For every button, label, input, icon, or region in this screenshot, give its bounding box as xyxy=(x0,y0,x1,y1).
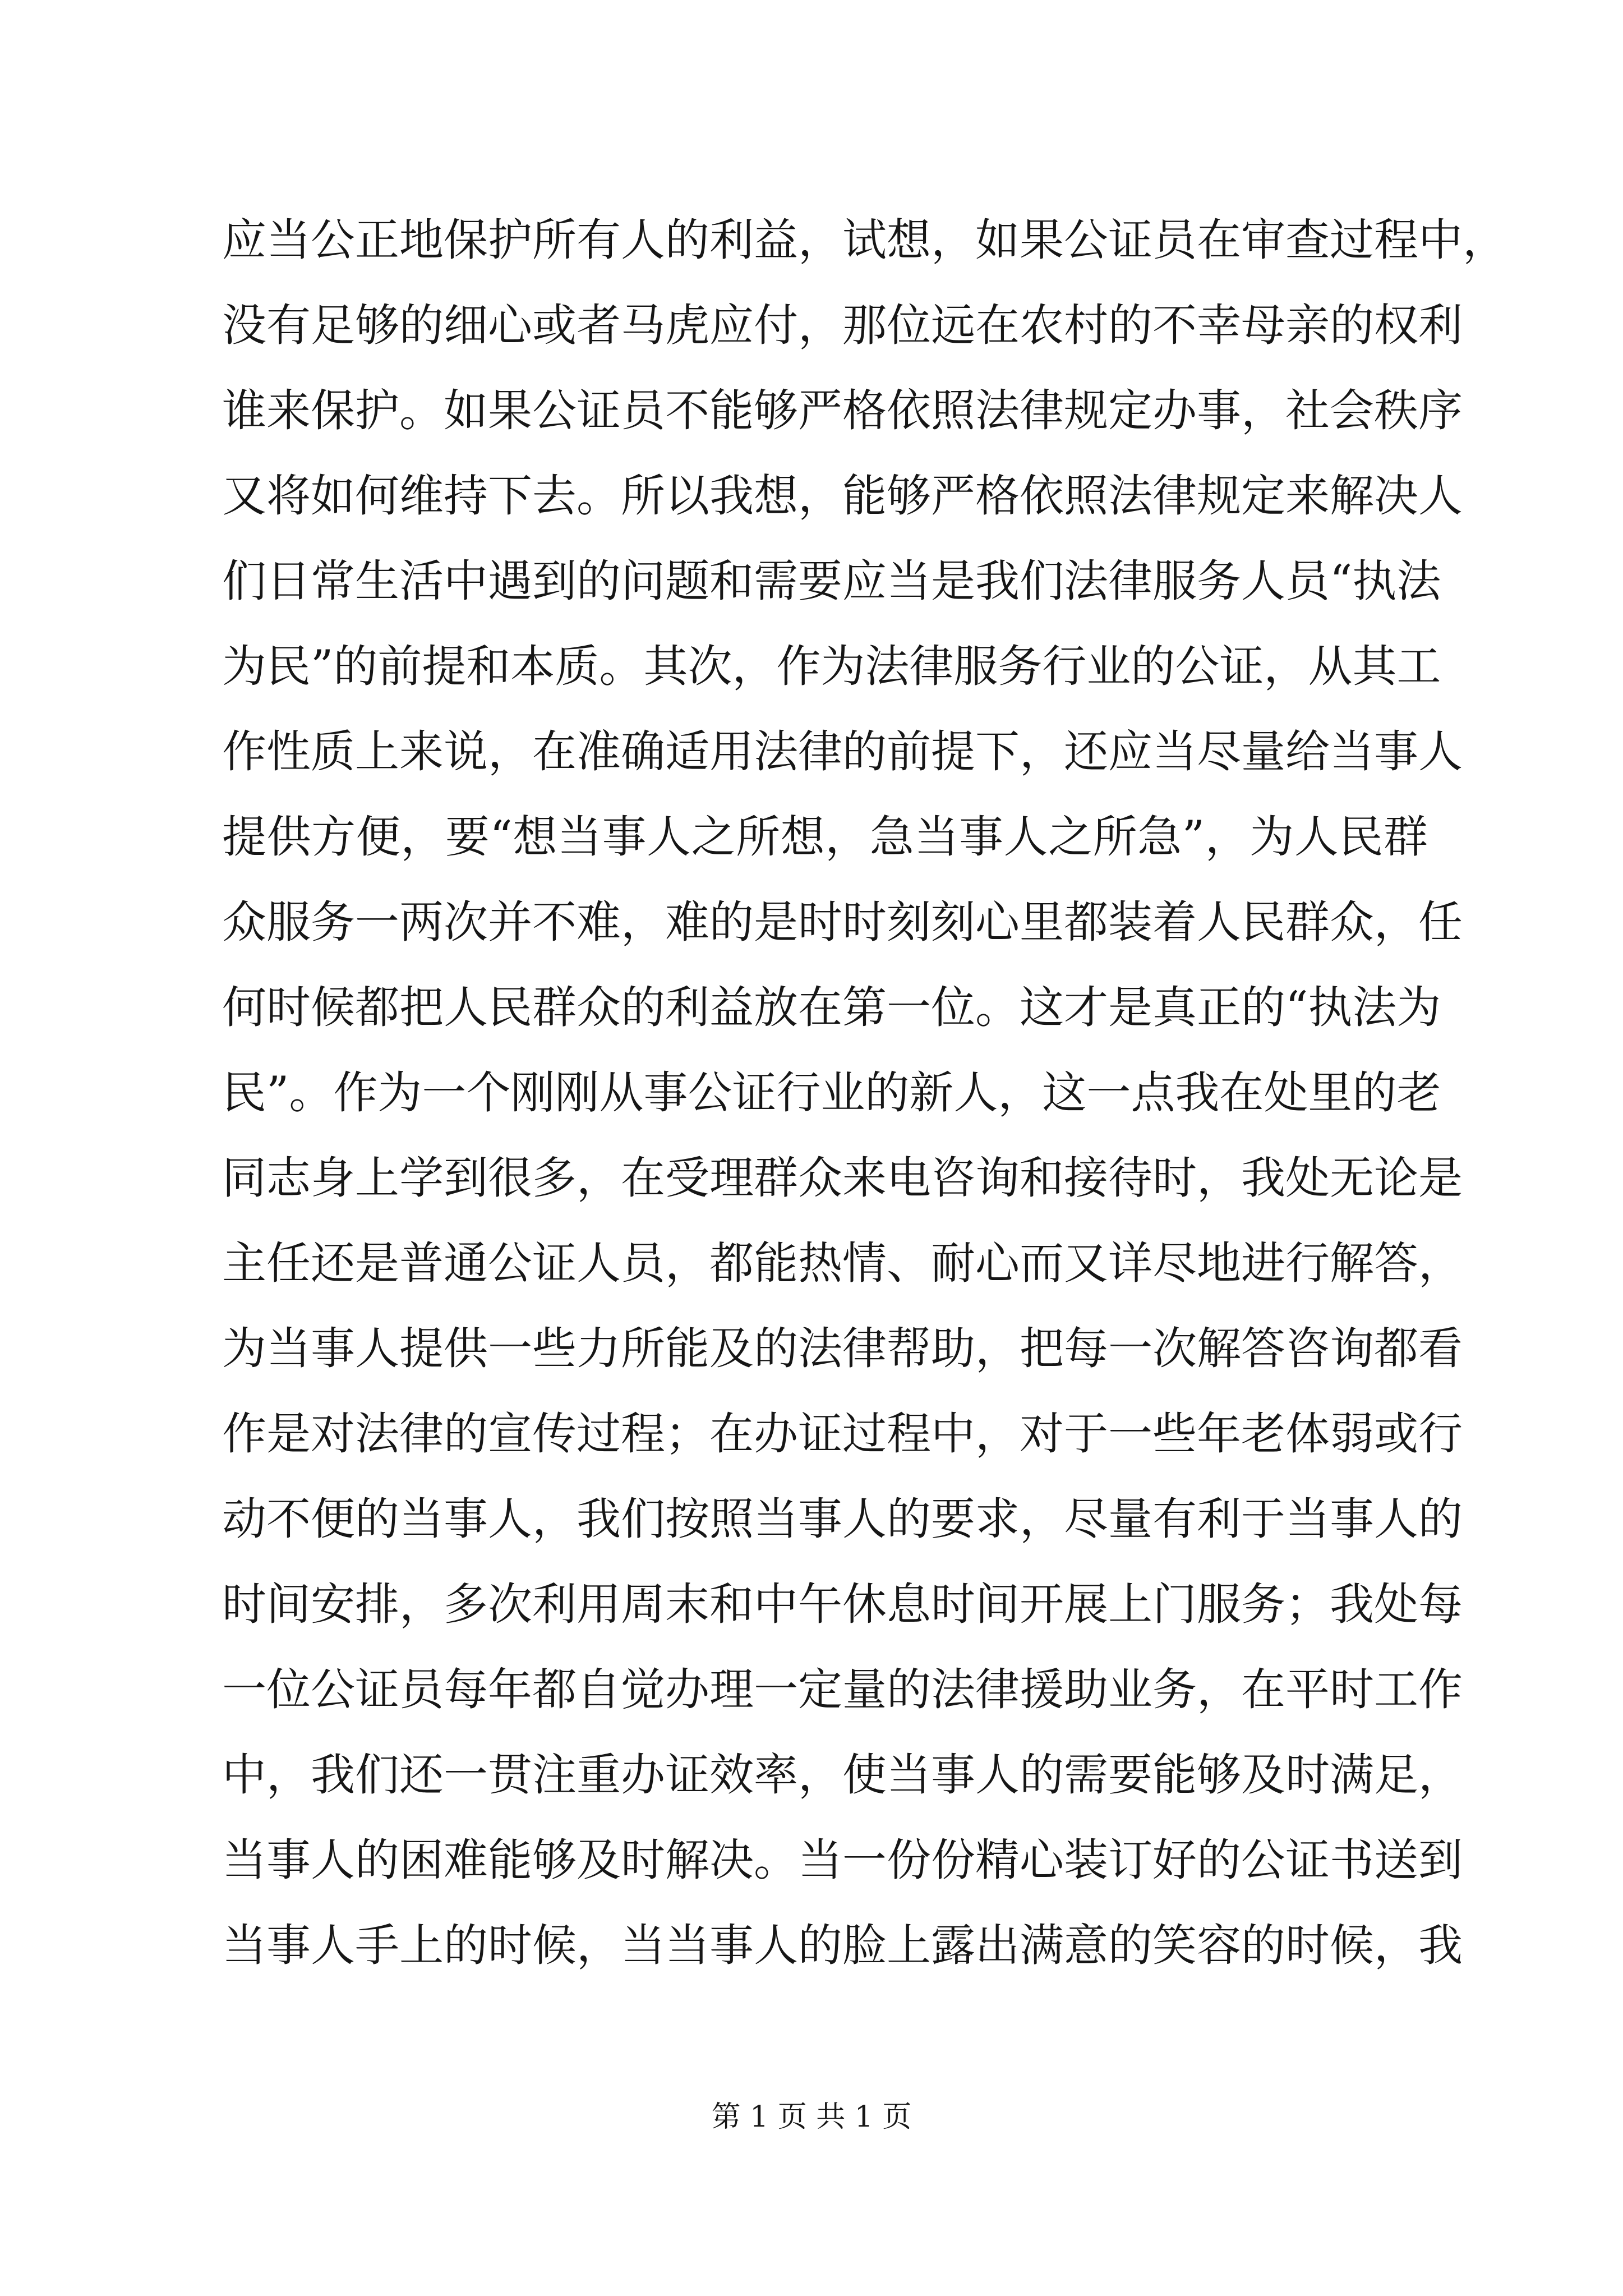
text-line-5: 们日常生活中遇到的问题和需要应当是我们法律服务人员“执法 xyxy=(222,555,1441,607)
text-line-10: 何时候都把人民群众的利益放在第一位。这才是真正的“执法为 xyxy=(222,982,1441,1033)
text-line-8: 提供方便，要“想当事人之所想，急当事人之所急”，为人民群 xyxy=(222,811,1428,863)
text-line-15: 作是对法律的宣传过程；在办证过程中，对于一些年老体弱或行 xyxy=(222,1408,1463,1460)
text-line-9: 众服务一两次并不难，难的是时时刻刻心里都装着人民群众，任 xyxy=(222,896,1463,948)
text-line-16: 动不便的当事人，我们按照当事人的要求，尽量有利于当事人的 xyxy=(222,1493,1463,1545)
text-line-20: 当事人的困难能够及时解决。当一份份精心装订好的公证书送到 xyxy=(222,1834,1463,1886)
text-line-14: 为当事人提供一些力所能及的法律帮助，把每一次解答咨询都看 xyxy=(222,1323,1463,1374)
text-line-17: 时间安排，多次利用周末和中午休息时间开展上门服务；我处每 xyxy=(222,1579,1463,1630)
text-line-18: 一位公证员每年都自觉办理一定量的法律援助业务，在平时工作 xyxy=(222,1664,1463,1715)
text-line-21: 当事人手上的时候，当当事人的脸上露出满意的笑容的时候，我 xyxy=(222,1920,1463,1971)
text-line-12: 同志身上学到很多，在受理群众来电咨询和接待时，我处无论是 xyxy=(222,1152,1463,1204)
text-line-7: 作性质上来说，在准确适用法律的前提下，还应当尽量给当事人 xyxy=(222,726,1463,777)
text-line-19: 中，我们还一贯注重办证效率，使当事人的需要能够及时满足， xyxy=(222,1749,1463,1801)
text-line-3: 谁来保护。如果公证员不能够严格依照法律规定办事，社会秩序 xyxy=(222,385,1463,436)
text-line-2: 没有足够的细心或者马虎应付，那位远在农村的不幸母亲的权利 xyxy=(222,300,1463,351)
text-line-4: 又将如何维持下去。所以我想，能够严格依照法律规定来解决人 xyxy=(222,470,1463,522)
text-line-13: 主任还是普通公证人员，都能热情、耐心而又详尽地进行解答， xyxy=(222,1237,1463,1289)
text-line-11: 民”。作为一个刚刚从事公证行业的新人，这一点我在处里的老 xyxy=(222,1067,1441,1119)
text-line-1: 应当公正地保护所有人的利益，试想，如果公证员在审查过程中， xyxy=(222,214,1507,266)
body-text xyxy=(222,197,1507,1988)
text-line-6: 为民”的前提和本质。其次，作为法律服务行业的公证，从其工 xyxy=(222,641,1441,692)
page-footer: 第 1 页 共 1 页 xyxy=(711,2100,912,2134)
